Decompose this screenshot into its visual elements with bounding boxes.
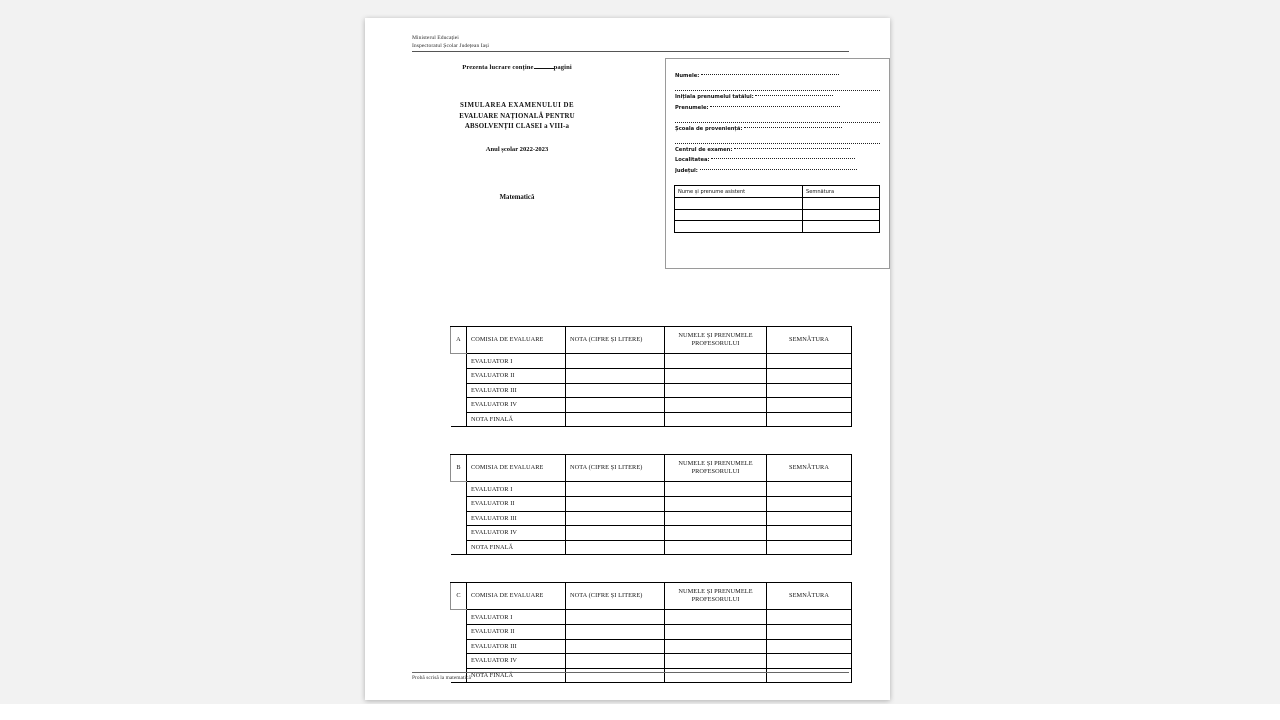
pages-count-note [412, 64, 622, 71]
pages-note-suffix: pagini [553, 64, 572, 72]
exam-title-line-1: SIMULAREA EXAMENULUI DE [459, 102, 575, 110]
spacer-cell [451, 654, 467, 669]
subject-name: Matematică [499, 193, 535, 201]
assistant-signature-cell[interactable] [803, 198, 880, 210]
school-year: Anul școlar 2022-2023 [485, 145, 549, 153]
exam-title [412, 101, 622, 133]
table-row [451, 511, 852, 526]
cell-profesor[interactable] [665, 398, 767, 413]
field-prenumele-dots-2 [675, 119, 880, 123]
cell-nota[interactable] [566, 398, 665, 413]
row-label-evaluator-1: EVALUATOR I [467, 354, 566, 369]
field-numele-label: Numele: [675, 73, 700, 80]
cell-semnatura[interactable] [767, 654, 852, 669]
cell-semnatura-finala[interactable] [767, 540, 852, 555]
cell-profesor-finala[interactable] [665, 412, 767, 427]
table-header-row [451, 327, 852, 354]
page-content [412, 34, 849, 683]
row-label-evaluator-3: EVALUATOR III [467, 383, 566, 398]
identification-fields [666, 59, 889, 176]
cell-nota[interactable] [566, 654, 665, 669]
row-label-evaluator-3: EVALUATOR III [467, 511, 566, 526]
field-localitatea-dots [711, 155, 855, 159]
assistants-header-signature: Semnătura [803, 186, 880, 198]
cell-nota[interactable] [566, 383, 665, 398]
evaluation-table-b [450, 454, 852, 555]
cell-semnatura[interactable] [767, 639, 852, 654]
cell-profesor[interactable] [665, 482, 767, 497]
row-label-evaluator-2: EVALUATOR II [467, 624, 566, 639]
assistants-row[interactable] [675, 198, 880, 210]
cell-profesor[interactable] [665, 369, 767, 384]
header-nota: NOTA (CIFRE ȘI LITERE) [566, 583, 665, 610]
cell-profesor[interactable] [665, 383, 767, 398]
table-letter-a: A [451, 327, 467, 354]
field-numele-dots-2 [675, 87, 880, 91]
field-scoala-dots-2 [675, 140, 880, 144]
row-label-evaluator-4: EVALUATOR IV [467, 654, 566, 669]
cell-semnatura[interactable] [767, 398, 852, 413]
row-label-evaluator-4: EVALUATOR IV [467, 398, 566, 413]
header-comisia: COMISIA DE EVALUARE [467, 583, 566, 610]
assistants-header-row [675, 186, 880, 198]
assistant-signature-cell[interactable] [803, 221, 880, 233]
evaluation-section-a [412, 326, 849, 427]
field-scoala-label: Școala de proveniență: [675, 125, 743, 132]
table-letter-c: C [451, 583, 467, 610]
assistants-header-name: Nume și prenume asistent [675, 186, 803, 198]
row-label-evaluator-2: EVALUATOR II [467, 496, 566, 511]
cell-profesor[interactable] [665, 654, 767, 669]
row-label-nota-finala: NOTA FINALĂ [467, 412, 566, 427]
document-header [412, 34, 849, 52]
cell-nota-finala[interactable] [566, 540, 665, 555]
field-centru-dots [734, 145, 850, 149]
field-judetul[interactable] [675, 166, 880, 177]
exam-title-line-3: ABSOLVENȚII CLASEI a VIII-a [464, 123, 570, 131]
cell-semnatura[interactable] [767, 383, 852, 398]
row-label-nota-finala: NOTA FINALĂ [467, 668, 566, 683]
cell-profesor[interactable] [665, 610, 767, 625]
field-scoala-dots [744, 124, 842, 128]
field-numele[interactable] [675, 71, 880, 82]
viewer-bottom-strip [0, 704, 1280, 720]
header-semnatura: SEMNĂTURA [767, 583, 852, 610]
header-divider [412, 51, 849, 52]
table-row [451, 482, 852, 497]
cell-profesor-finala[interactable] [665, 540, 767, 555]
field-initiala[interactable] [675, 92, 880, 103]
row-label-nota-finala: NOTA FINALĂ [467, 540, 566, 555]
cell-nota[interactable] [566, 639, 665, 654]
field-prenumele-dots [710, 103, 840, 107]
exam-title-line-2: EVALUARE NAȚIONALĂ PENTRU [459, 112, 575, 120]
spacer-cell [451, 511, 467, 526]
spacer-cell [451, 482, 467, 497]
header-semnatura: SEMNĂTURA [767, 327, 852, 354]
cell-semnatura-finala[interactable] [767, 412, 852, 427]
ministry-line: Ministerul Educației [412, 35, 459, 41]
row-label-evaluator-3: EVALUATOR III [467, 639, 566, 654]
table-row [451, 610, 852, 625]
pages-count-blank[interactable] [534, 68, 554, 69]
header-nota: NOTA (CIFRE ȘI LITERE) [566, 455, 665, 482]
field-prenumele-label: Prenumele: [675, 104, 709, 111]
field-centru-label: Centrul de examen: [675, 146, 733, 153]
inspectorate-line: Inspectoratul Școlar Județean Iași [412, 43, 490, 50]
field-judetul-dots [700, 166, 857, 170]
document-footer [412, 672, 849, 681]
field-numele-dots [701, 71, 839, 75]
assistants-table [674, 185, 880, 233]
spacer-cell [451, 610, 467, 625]
evaluation-section-c [412, 582, 849, 683]
cell-nota[interactable] [566, 354, 665, 369]
upper-section [412, 64, 849, 286]
spacer-cell [451, 398, 467, 413]
spacer-cell [451, 540, 467, 555]
assistant-signature-cell[interactable] [803, 209, 880, 221]
spacer-cell [451, 526, 467, 541]
field-initiala-dots [755, 92, 833, 96]
spacer-cell [451, 354, 467, 369]
cell-semnatura[interactable] [767, 482, 852, 497]
table-row [451, 383, 852, 398]
row-label-evaluator-1: EVALUATOR I [467, 482, 566, 497]
table-row-final [451, 412, 852, 427]
table-row [451, 369, 852, 384]
cell-nota-finala[interactable] [566, 412, 665, 427]
table-header-row [451, 583, 852, 610]
cell-profesor[interactable] [665, 639, 767, 654]
header-profesor: NUMELE ȘI PRENUMELE PROFESORULUI [665, 327, 767, 354]
cell-nota[interactable] [566, 482, 665, 497]
table-row [451, 526, 852, 541]
evaluation-section-b [412, 454, 849, 555]
table-row [451, 398, 852, 413]
cell-nota[interactable] [566, 511, 665, 526]
cell-nota[interactable] [566, 369, 665, 384]
cell-profesor[interactable] [665, 496, 767, 511]
cell-semnatura[interactable] [767, 610, 852, 625]
footer-text: Probă scrisă la matematică [412, 675, 471, 681]
field-localitatea[interactable] [675, 155, 880, 166]
row-label-evaluator-4: EVALUATOR IV [467, 526, 566, 541]
spacer-cell [451, 639, 467, 654]
pages-note-prefix: Prezenta lucrare conține [462, 64, 534, 72]
table-row [451, 639, 852, 654]
spacer-cell [451, 624, 467, 639]
cell-semnatura[interactable] [767, 354, 852, 369]
field-judetul-label: Județul: [675, 167, 698, 174]
cell-profesor[interactable] [665, 511, 767, 526]
cell-semnatura[interactable] [767, 496, 852, 511]
assistant-name-cell[interactable] [675, 198, 803, 210]
cell-profesor[interactable] [665, 526, 767, 541]
header-profesor: NUMELE ȘI PRENUMELE PROFESORULUI [665, 583, 767, 610]
field-scoala[interactable] [675, 124, 880, 135]
cell-nota[interactable] [566, 496, 665, 511]
document-page [365, 18, 890, 700]
spacer-cell [451, 412, 467, 427]
header-profesor: NUMELE ȘI PRENUMELE PROFESORULUI [665, 455, 767, 482]
assistant-name-cell[interactable] [675, 221, 803, 233]
cell-semnatura[interactable] [767, 526, 852, 541]
cell-semnatura[interactable] [767, 369, 852, 384]
title-column [412, 64, 622, 201]
cell-semnatura[interactable] [767, 624, 852, 639]
field-prenumele[interactable] [675, 103, 880, 114]
spacer-cell [451, 496, 467, 511]
table-row-final [451, 540, 852, 555]
table-letter-b: B [451, 455, 467, 482]
field-localitatea-label: Localitatea: [675, 157, 710, 164]
cell-nota[interactable] [566, 624, 665, 639]
cell-nota[interactable] [566, 610, 665, 625]
cell-profesor[interactable] [665, 624, 767, 639]
cell-nota[interactable] [566, 526, 665, 541]
evaluation-table-a [450, 326, 852, 427]
assistants-row[interactable] [675, 209, 880, 221]
header-semnatura: SEMNĂTURA [767, 455, 852, 482]
table-row [451, 624, 852, 639]
field-initiala-label: Inițiala prenumelui tatălui: [675, 94, 754, 101]
cell-profesor[interactable] [665, 354, 767, 369]
header-nota: NOTA (CIFRE ȘI LITERE) [566, 327, 665, 354]
evaluation-table-c [450, 582, 852, 683]
header-comisia: COMISIA DE EVALUARE [467, 327, 566, 354]
row-label-evaluator-1: EVALUATOR I [467, 610, 566, 625]
spacer-cell [451, 369, 467, 384]
table-row [451, 354, 852, 369]
assistants-row[interactable] [675, 221, 880, 233]
table-row [451, 496, 852, 511]
table-row [451, 654, 852, 669]
spacer-cell [451, 383, 467, 398]
field-centru[interactable] [675, 145, 880, 156]
assistant-name-cell[interactable] [675, 209, 803, 221]
table-header-row [451, 455, 852, 482]
footer-divider [412, 672, 849, 673]
row-label-evaluator-2: EVALUATOR II [467, 369, 566, 384]
cell-semnatura[interactable] [767, 511, 852, 526]
identification-box [665, 58, 890, 269]
header-comisia: COMISIA DE EVALUARE [467, 455, 566, 482]
